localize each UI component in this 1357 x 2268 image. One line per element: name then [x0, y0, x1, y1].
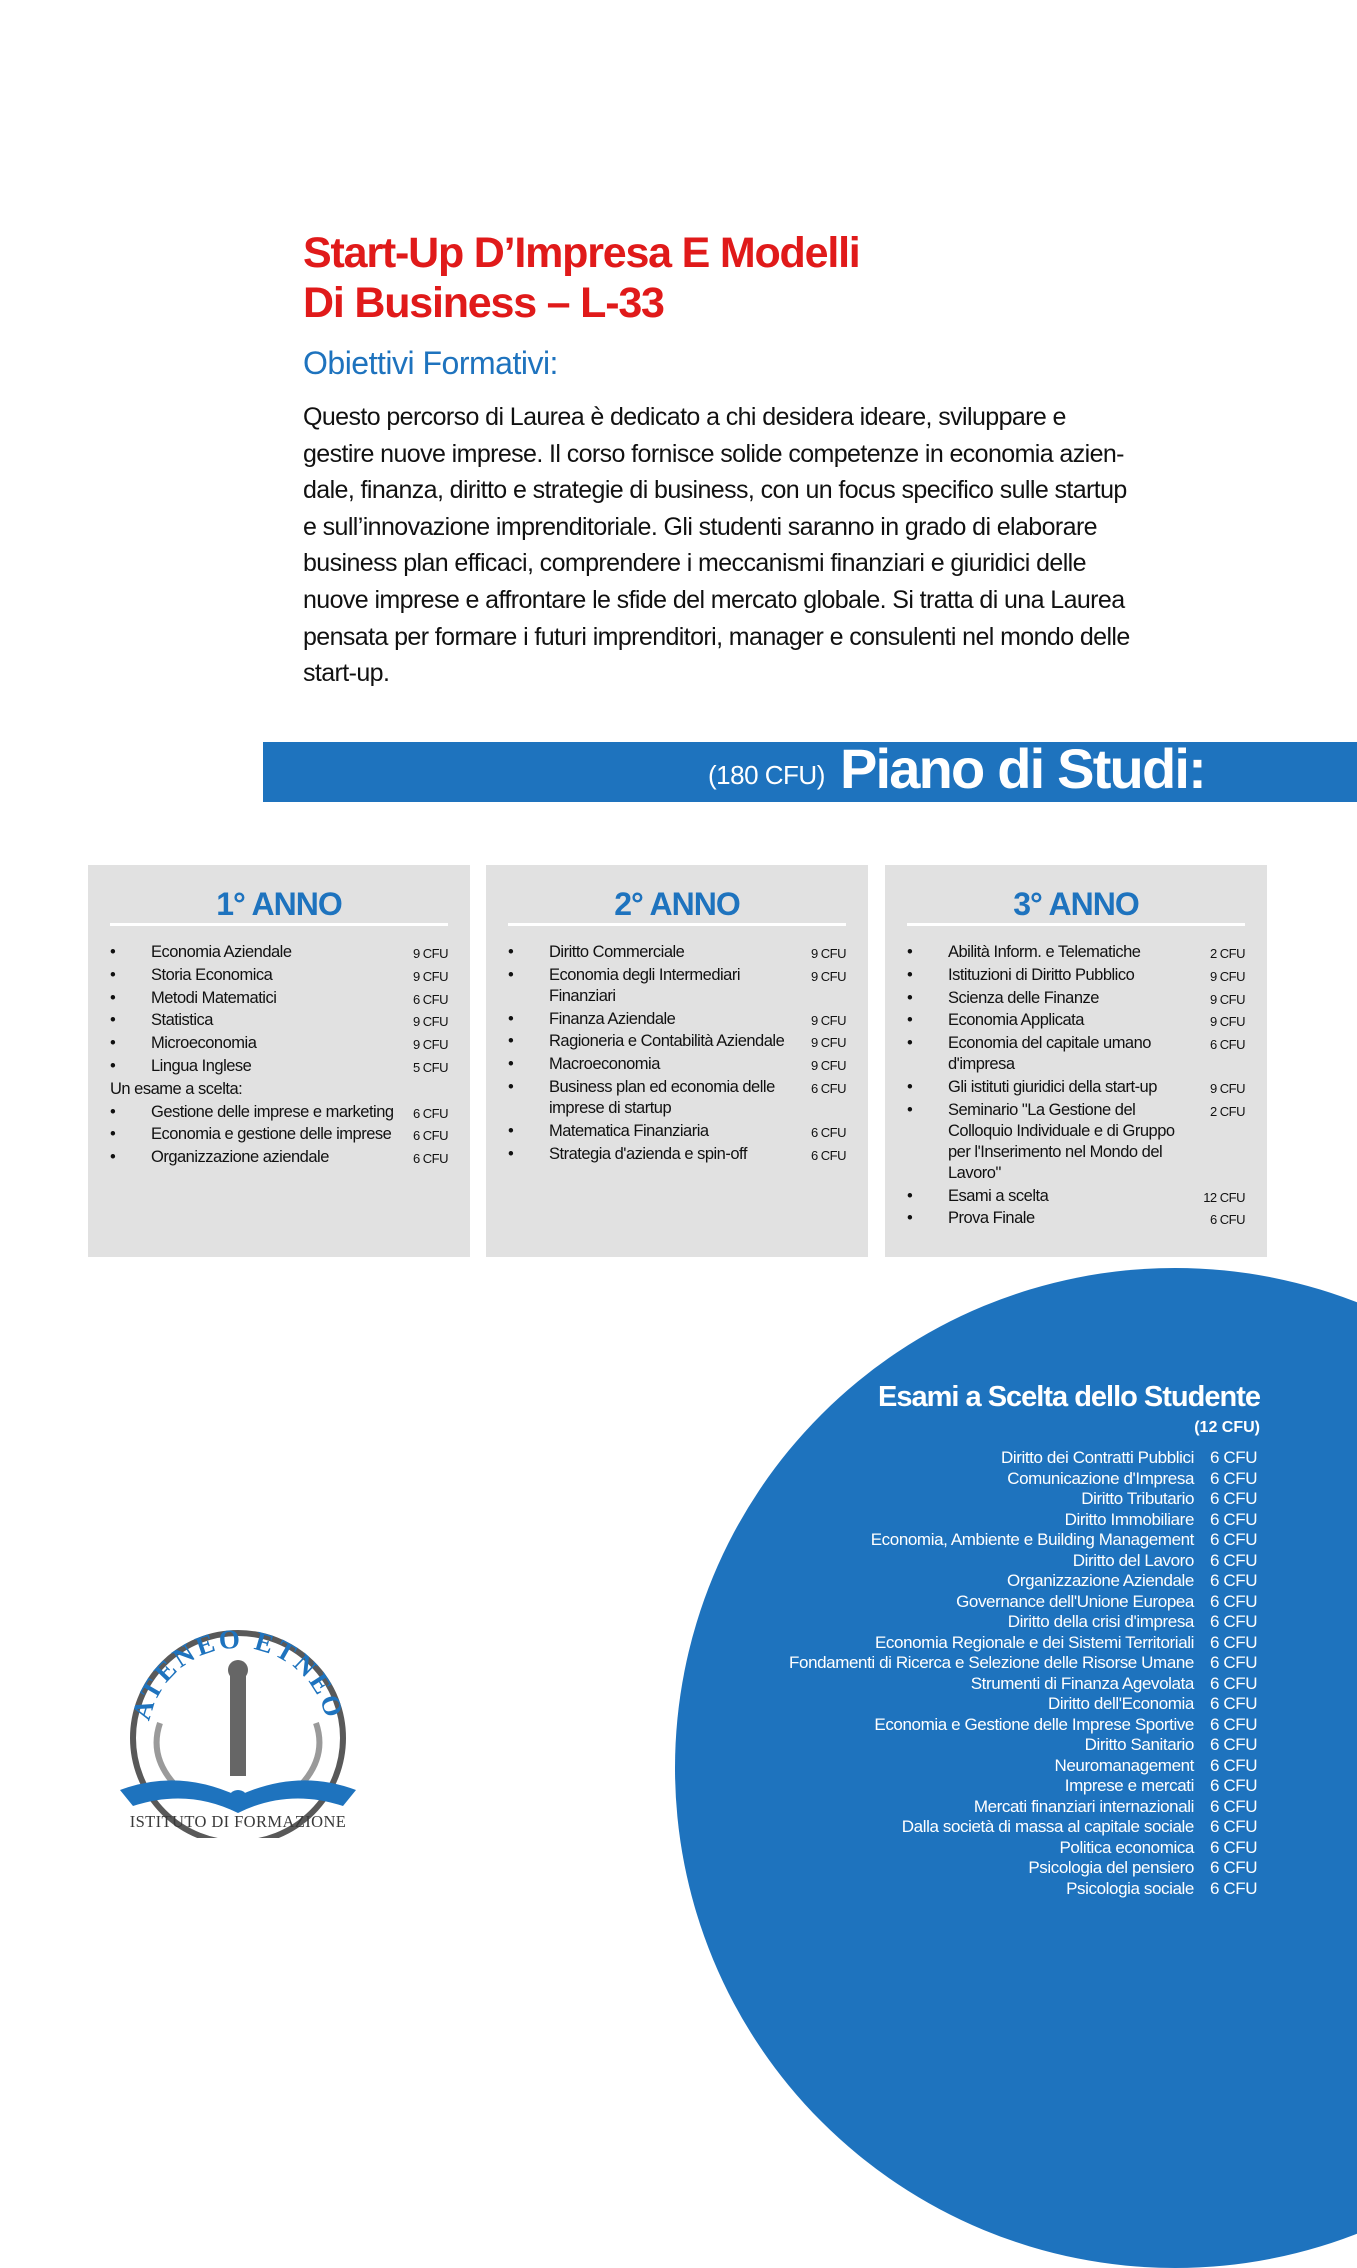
course-item: [907, 942, 1245, 963]
course-item: [508, 1144, 846, 1165]
elective-item: [560, 1633, 1260, 1654]
year-1-course-list: [110, 942, 448, 1170]
elective-cfu: 6 CFU: [1210, 1632, 1258, 1652]
course-cfu: 6 CFU: [412, 1151, 448, 1167]
elective-name: Neuromanagement: [1054, 1755, 1194, 1775]
elective-name: Imprese e mercati: [1064, 1776, 1194, 1795]
elective-name: Fondamenti di Ricerca e Selezione delle Risorse Umane: [789, 1653, 1194, 1672]
course-cfu: 2 CFU: [1209, 1103, 1245, 1119]
course-cfu: 9 CFU: [1209, 1014, 1245, 1030]
course-name: Microeconomia: [151, 1034, 257, 1053]
course-cfu: 12 CFU: [1203, 1189, 1245, 1205]
elective-cfu: 6 CFU: [1210, 1653, 1258, 1672]
course-cfu: 9 CFU: [412, 946, 448, 961]
elective-cfu: 6 CFU: [1210, 1776, 1258, 1795]
year-3-title: 3° ANNO: [1013, 886, 1139, 922]
course-cfu: 9 CFU: [1209, 1080, 1245, 1096]
course-item: [508, 1121, 846, 1142]
course-name: Prova Finale: [948, 1209, 1035, 1228]
course-name: Diritto Commerciale: [549, 943, 685, 961]
course-item: [508, 1054, 846, 1075]
elective-item: [560, 1592, 1260, 1613]
elective-cfu: 6 CFU: [1210, 1735, 1258, 1754]
elective-name: Psicologia del pensiero: [1028, 1858, 1194, 1877]
course-name: Macroeconomia: [549, 1055, 660, 1074]
year-3-box: [885, 865, 1267, 1257]
course-name: Economia e gestione delle imprese: [151, 1125, 392, 1144]
year-1-box: [88, 865, 470, 1257]
course-cfu: 9 CFU: [412, 968, 448, 984]
description-line: gestire nuove imprese. Il corso fornisce solide competenze in economia azien-: [303, 439, 1124, 468]
course-cfu: 6 CFU: [412, 1128, 448, 1144]
plan-total-cfu: (180 CFU): [708, 760, 825, 790]
elective-name: Strumenti di Finanza Agevolata: [970, 1673, 1194, 1693]
course-item: [110, 1056, 448, 1077]
elective-name: Economia, Ambiente e Building Management: [870, 1530, 1194, 1549]
logo-caption: ISTITUTO DI FORMAZIONE: [129, 1812, 347, 1831]
page-title-line-2: Di Business – L-33: [303, 279, 664, 327]
course-item: [110, 1124, 448, 1145]
course-name: Istituzioni di Diritto Pubblico: [948, 965, 1135, 984]
elective-item: [560, 1571, 1260, 1592]
elective-name: Comunicazione d'Impresa: [1007, 1468, 1194, 1488]
elective-cfu: 6 CFU: [1210, 1571, 1258, 1590]
elective-item: [560, 1510, 1260, 1531]
course-name: Storia Economica: [151, 965, 273, 984]
course-item: [508, 965, 846, 1007]
elective-item: [560, 1612, 1260, 1633]
elective-cfu: 6 CFU: [1210, 1714, 1258, 1734]
section-subtitle: Obiettivi Formativi:: [303, 345, 558, 381]
elective-name: Governance dell'Unione Europea: [956, 1591, 1194, 1611]
course-name: Gli istituti giuridici della start-up: [948, 1077, 1157, 1096]
course-name: Economia degli Intermediari Finanziari: [549, 965, 741, 1005]
course-cfu: 9 CFU: [1209, 991, 1245, 1007]
elective-cfu: 6 CFU: [1210, 1612, 1258, 1631]
course-item: [907, 1186, 1245, 1207]
elective-name: Economia e Gestione delle Imprese Sportive: [874, 1714, 1194, 1734]
course-name: Ragioneria e Contabilità Aziendale: [549, 1032, 785, 1051]
elective-item: [560, 1858, 1260, 1879]
course-cfu: 9 CFU: [1209, 968, 1245, 984]
course-name: Business plan ed economia delle imprese di startup: [549, 1077, 775, 1117]
course-name: Seminario "La Gestione del Colloquio Individuale e di Gruppo per l'Inserimento nel Mondo del Lavoro": [948, 1100, 1175, 1182]
course-name: Abilità Inform. e Telematiche: [948, 943, 1141, 961]
course-cfu: 6 CFU: [810, 1124, 846, 1140]
course-name: Economia Applicata: [948, 1011, 1084, 1030]
elective-cfu: 6 CFU: [1210, 1858, 1258, 1877]
plan-title: Piano di Studi:: [840, 737, 1205, 800]
elective-item: [560, 1674, 1260, 1695]
year-2-divider: [508, 923, 846, 926]
year-1-divider: [110, 923, 448, 926]
course-cfu: 6 CFU: [810, 1147, 846, 1163]
course-name: Economia del capitale umano d'impresa: [948, 1034, 1151, 1074]
elective-item: [560, 1448, 1260, 1469]
course-name: Gestione delle imprese e marketing: [151, 1102, 394, 1121]
elective-item: [560, 1838, 1260, 1859]
course-cfu: 6 CFU: [1209, 1212, 1245, 1228]
elective-cfu: 6 CFU: [1210, 1591, 1258, 1611]
course-item: [110, 1033, 448, 1054]
course-name: Metodi Matematici: [151, 988, 277, 1007]
course-cfu: 6 CFU: [412, 1105, 448, 1121]
description-line: start-up.: [303, 659, 390, 688]
elective-cfu: 6 CFU: [1210, 1878, 1258, 1898]
elective-name: Diritto dell'Economia: [1047, 1694, 1194, 1713]
elective-name: Diritto dei Contratti Pubblici: [1000, 1448, 1194, 1467]
course-cfu: 6 CFU: [412, 991, 448, 1007]
elective-item: [560, 1797, 1260, 1818]
course-group-heading: Un esame a scelta:: [110, 1079, 243, 1098]
course-name: Scienza delle Finanze: [948, 988, 1099, 1007]
page-title: [303, 228, 860, 328]
course-name: Finanza Aziendale: [549, 1009, 676, 1028]
elective-cfu: 6 CFU: [1210, 1755, 1258, 1775]
course-item: [110, 988, 448, 1009]
elective-cfu: 6 CFU: [1210, 1448, 1258, 1467]
description-line: pensata per formare i futuri imprenditori, manager e consulenti nel mondo delle: [303, 622, 1130, 651]
year-2-course-list: [508, 942, 846, 1166]
ateneo-etneo-logo: [118, 1618, 358, 1838]
elective-item: [560, 1530, 1260, 1551]
elective-item: [560, 1817, 1260, 1838]
elective-name: Politica economica: [1059, 1837, 1194, 1857]
electives-title: Esami a Scelta dello Studente: [878, 1381, 1260, 1413]
course-item: [508, 942, 846, 963]
elective-cfu: 6 CFU: [1210, 1694, 1258, 1713]
course-name: Organizzazione aziendale: [151, 1148, 329, 1167]
electives-cfu: (12 CFU): [1194, 1419, 1260, 1436]
course-cfu: 9 CFU: [810, 946, 846, 961]
course-item: [110, 965, 448, 986]
description-line: dale, finanza, diritto e strategie di business, con un focus specifico sulle startup: [303, 476, 1127, 505]
elective-item: [560, 1653, 1260, 1674]
elective-name: Diritto Tributario: [1081, 1489, 1194, 1508]
course-cfu: 6 CFU: [810, 1080, 846, 1096]
course-item: [508, 1077, 846, 1119]
page-title-line-1: Start-Up D’Impresa E Modelli: [303, 229, 860, 277]
course-name: Lingua Inglese: [151, 1056, 252, 1075]
elective-name: Dalla società di massa al capitale sociale: [901, 1817, 1194, 1836]
description-line: e sull’innovazione imprenditoriale. Gli studenti saranno in grado di elaborare: [303, 512, 1097, 541]
year-2-box: [486, 865, 868, 1257]
elective-name: Organizzazione Aziendale: [1007, 1571, 1194, 1590]
year-3-course-list: [907, 942, 1245, 1231]
course-cfu: 9 CFU: [810, 1012, 846, 1028]
elective-item: [560, 1879, 1260, 1900]
course-name: Economia Aziendale: [151, 943, 292, 961]
elective-cfu: 6 CFU: [1210, 1796, 1258, 1816]
elective-name: Diritto Immobiliare: [1064, 1509, 1194, 1529]
elective-item: [560, 1551, 1260, 1572]
course-name: Strategia d'azienda e spin-off: [549, 1144, 747, 1163]
elective-name: Economia Regionale e dei Sistemi Territoriali: [874, 1632, 1194, 1652]
elective-cfu: 6 CFU: [1210, 1837, 1258, 1857]
course-cfu: 2 CFU: [1209, 946, 1245, 961]
elective-item: [560, 1776, 1260, 1797]
elective-item: [560, 1715, 1260, 1736]
elective-cfu: 6 CFU: [1210, 1673, 1258, 1693]
description-line: business plan efficaci, comprendere i meccanismi finanziari e giuridici delle: [303, 549, 1086, 578]
elective-cfu: 6 CFU: [1210, 1550, 1258, 1570]
course-item: [907, 988, 1245, 1009]
elective-item: [560, 1489, 1260, 1510]
course-item: [907, 1208, 1245, 1229]
elective-item: [560, 1694, 1260, 1715]
elective-cfu: 6 CFU: [1210, 1817, 1258, 1836]
elective-item: [560, 1756, 1260, 1777]
elective-name: Diritto della crisi d'impresa: [1007, 1612, 1194, 1631]
course-item: [907, 1100, 1245, 1184]
course-item: [508, 1031, 846, 1052]
course-cfu: 9 CFU: [810, 1035, 846, 1051]
elective-name: Psicologia sociale: [1066, 1878, 1194, 1898]
course-cfu: 9 CFU: [412, 1037, 448, 1053]
course-name: Matematica Finanziaria: [549, 1121, 709, 1140]
elective-name: Diritto del Lavoro: [1072, 1550, 1194, 1570]
electives-list: [560, 1448, 1260, 1899]
course-item: [907, 965, 1245, 986]
course-item: [907, 1010, 1245, 1031]
course-item: [907, 1033, 1245, 1075]
elective-cfu: 6 CFU: [1210, 1489, 1258, 1508]
course-item: [110, 1102, 448, 1123]
description-line: Questo percorso di Laurea è dedicato a chi desidera ideare, sviluppare e: [303, 403, 1066, 431]
elective-name: Mercati finanziari internazionali: [973, 1796, 1194, 1816]
elective-cfu: 6 CFU: [1210, 1468, 1258, 1488]
course-cfu: 5 CFU: [412, 1059, 448, 1075]
year-1-title: 1° ANNO: [216, 886, 342, 922]
course-cfu: 9 CFU: [810, 968, 846, 984]
course-item: [110, 942, 448, 963]
description-line: nuove imprese e affrontare le sfide del mercato globale. Si tratta di una Laurea: [303, 585, 1125, 614]
year-2-title: 2° ANNO: [614, 886, 740, 922]
course-description: [303, 399, 1223, 692]
elective-item: [560, 1469, 1260, 1490]
course-item: [110, 1010, 448, 1031]
elective-name: Diritto Sanitario: [1084, 1735, 1194, 1754]
elective-cfu: 6 CFU: [1210, 1509, 1258, 1529]
course-cfu: 9 CFU: [412, 1014, 448, 1030]
elective-cfu: 6 CFU: [1210, 1530, 1258, 1549]
elective-item: [560, 1735, 1260, 1756]
year-3-divider: [907, 923, 1245, 926]
course-item: [110, 1147, 448, 1168]
course-cfu: 6 CFU: [1209, 1037, 1245, 1053]
logo-arc-text: ATENEO ETNEO: [125, 1623, 351, 1724]
course-item: [907, 1077, 1245, 1098]
course-name: Esami a scelta: [948, 1186, 1049, 1205]
course-item: [508, 1009, 846, 1030]
course-name: Statistica: [151, 1011, 213, 1030]
course-cfu: 9 CFU: [810, 1058, 846, 1074]
